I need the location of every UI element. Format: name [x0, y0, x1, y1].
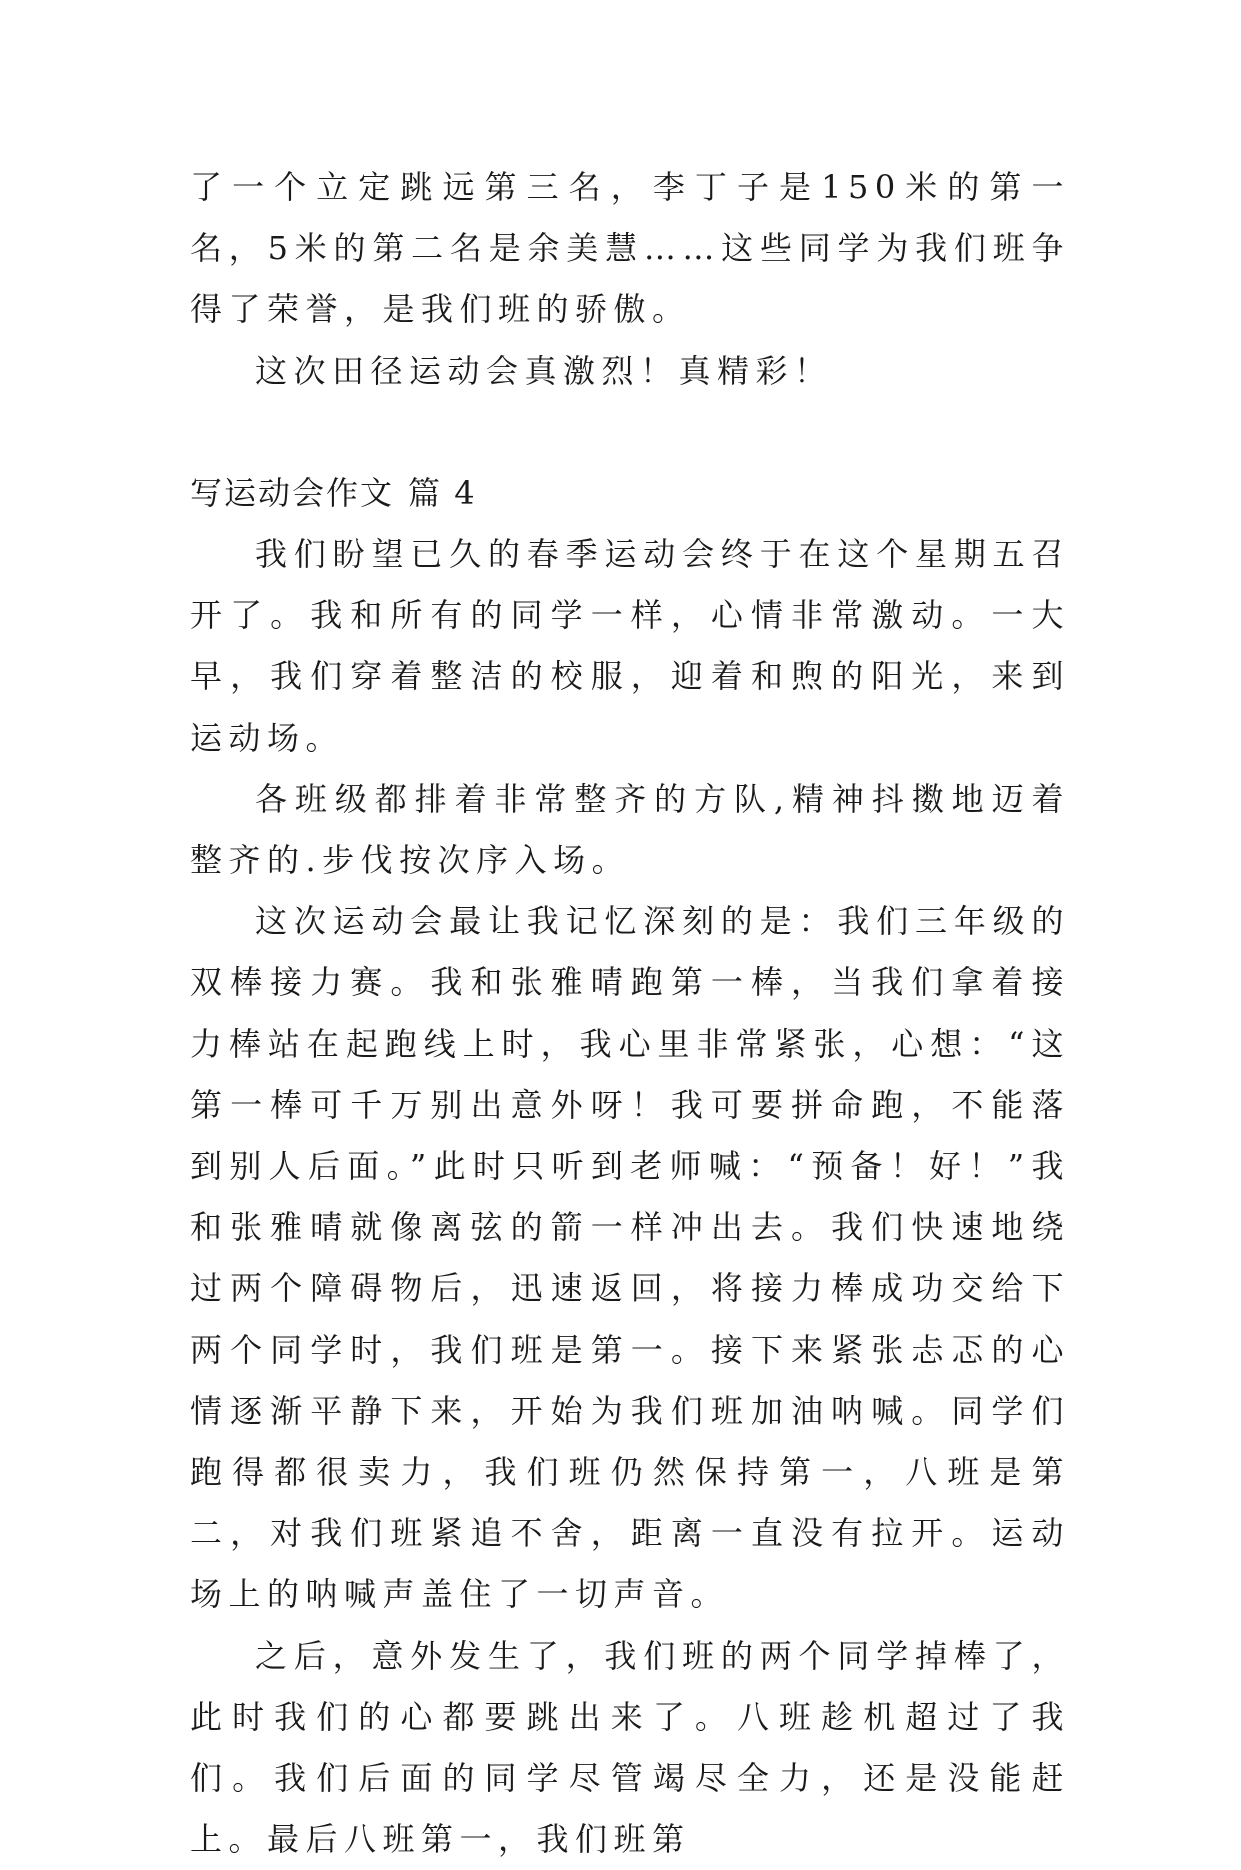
body-paragraph: 之后，意外发生了，我们班的两个同学掉棒了，此时我们的心都要跳出来了。八班趁机超过了我们。我们后面的同学尽管竭尽全力，还是没能赶上。最后八班第一，我们班第: [190, 1636, 1070, 1859]
body-paragraph: 各班级都排着非常整齐的方队,精神抖擞地迈着整齐的.步伐按次序入场。: [190, 779, 1070, 880]
section-heading: [190, 463, 1070, 524]
document-body: [190, 157, 1070, 1870]
continued-paragraph: 了一个立定跳远第三名，李丁子是150米的第一名，5米的第二名是余美慧……这些同学为我们班争得了荣誉，是我们班的骄傲。: [190, 168, 1070, 329]
body-paragraph: 这次运动会最让我记忆深刻的是：我们三年级的双棒接力赛。我和张雅晴跑第一棒，当我们拿着接力棒站在起跑线上时，我心里非常紧张，心想：“这第一棒可千万别出意外呀！我可要拼命跑，不能落到别人后面。”此时只听到老师喊：“预备！好！”我和张雅晴就像离弦的箭一样冲出去。我们快速地绕过两个障碍物后，迅速返回，将接力棒成功交给下两个同学时，我们班是第一。接下来紧张忐忑的心情逐渐平静下来，开始为我们班加油呐喊。同学们跑得都很卖力，我们班仍然保持第一，八班是第二，对我们班紧追不舍，距离一直没有拉开。运动场上的呐喊声盖住了一切声音。: [190, 902, 1070, 1614]
closing-paragraph: 这次田径运动会真激烈！真精彩！: [255, 351, 833, 390]
body-paragraph: 我们盼望已久的春季运动会终于在这个星期五召开了。我和所有的同学一样，心情非常激动。一大早，我们穿着整洁的校服，迎着和煦的阳光，来到运动场。: [190, 535, 1070, 757]
section-title: 写运动会作文: [190, 473, 395, 512]
section-number: 篇 4: [408, 473, 477, 512]
